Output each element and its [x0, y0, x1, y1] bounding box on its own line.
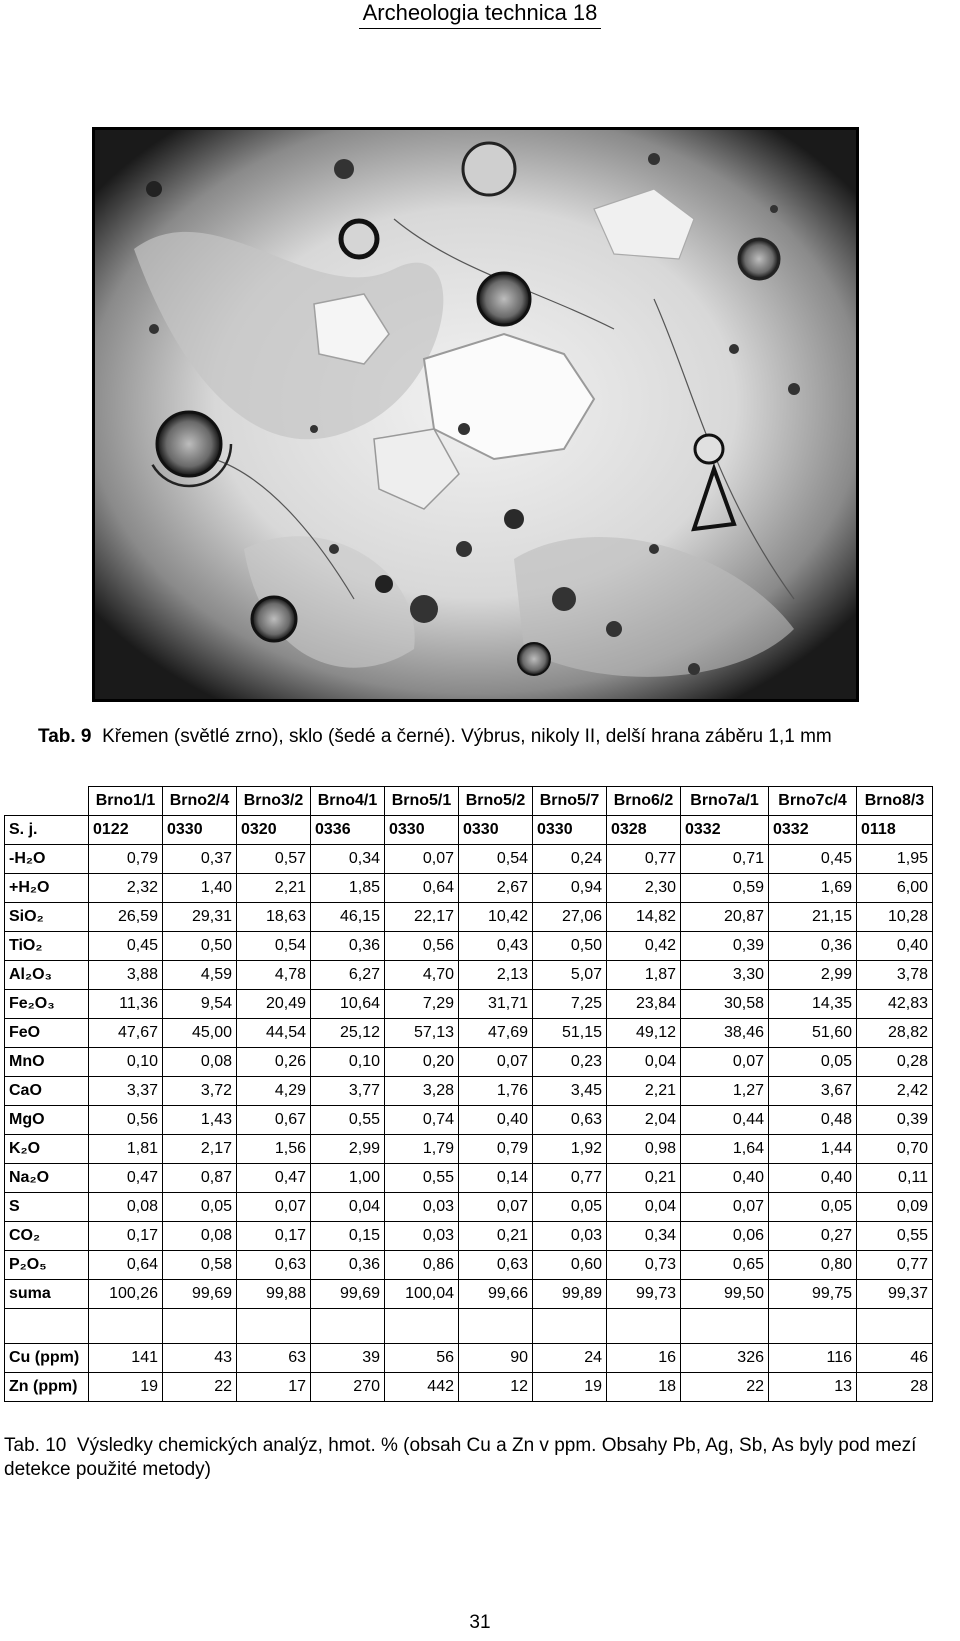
- table-cell: 99,88: [237, 1280, 311, 1309]
- table-cell: 1,79: [385, 1135, 459, 1164]
- table-cell: 31,71: [459, 990, 533, 1019]
- table-cell: 0,04: [607, 1193, 681, 1222]
- table-cell: 116: [769, 1344, 857, 1373]
- table-cell: 3,88: [89, 961, 163, 990]
- table-cell: 3,78: [857, 961, 933, 990]
- table-row: [5, 1280, 933, 1309]
- table-cell: 25,12: [311, 1019, 385, 1048]
- empty-cell: [459, 1309, 533, 1344]
- table-row: [5, 932, 933, 961]
- table-cell: 0,48: [769, 1106, 857, 1135]
- sj-value: 0332: [769, 816, 857, 845]
- table-row: [5, 1019, 933, 1048]
- table-cell: 0,63: [237, 1251, 311, 1280]
- table-cell: 7,29: [385, 990, 459, 1019]
- table-cell: 0,37: [163, 845, 237, 874]
- table-cell: 0,94: [533, 874, 607, 903]
- table-cell: 19: [533, 1373, 607, 1402]
- table-cell: 0,42: [607, 932, 681, 961]
- table-cell: 2,04: [607, 1106, 681, 1135]
- table-cell: 46: [857, 1344, 933, 1373]
- table-cell: 18,63: [237, 903, 311, 932]
- empty-cell: [769, 1309, 857, 1344]
- table-cell: 0,14: [459, 1164, 533, 1193]
- table-cell: 2,67: [459, 874, 533, 903]
- table-cell: 0,11: [857, 1164, 933, 1193]
- table-cell: 0,55: [385, 1164, 459, 1193]
- table-cell: 26,59: [89, 903, 163, 932]
- table-cell: 63: [237, 1344, 311, 1373]
- table-cell: 0,05: [163, 1193, 237, 1222]
- table-cell: 6,00: [857, 874, 933, 903]
- table-cell: 0,07: [681, 1193, 769, 1222]
- table-cell: 0,45: [89, 932, 163, 961]
- table-cell: 0,64: [385, 874, 459, 903]
- table-body: [5, 787, 933, 1402]
- table-cell: 1,81: [89, 1135, 163, 1164]
- table-cell: 23,84: [607, 990, 681, 1019]
- empty-cell: [857, 1309, 933, 1344]
- empty-cell: [5, 1309, 89, 1344]
- table-cell: 51,15: [533, 1019, 607, 1048]
- table-cell: 18: [607, 1373, 681, 1402]
- table-cell: 27,06: [533, 903, 607, 932]
- column-header: Brno7a/1: [681, 787, 769, 816]
- table-cell: 326: [681, 1344, 769, 1373]
- table-cell: 0,06: [681, 1222, 769, 1251]
- column-header: Brno8/3: [857, 787, 933, 816]
- table-cell: 0,45: [769, 845, 857, 874]
- table-cell: 0,74: [385, 1106, 459, 1135]
- table-cell: 100,26: [89, 1280, 163, 1309]
- table-cell: 0,04: [607, 1048, 681, 1077]
- micrograph-photo: [92, 127, 859, 702]
- table-cell: 0,47: [237, 1164, 311, 1193]
- table-cell: 0,40: [681, 1164, 769, 1193]
- table-cell: 1,95: [857, 845, 933, 874]
- table-cell: 0,40: [459, 1106, 533, 1135]
- table-cell: 20,49: [237, 990, 311, 1019]
- table-cell: 0,36: [311, 932, 385, 961]
- sj-value: 0122: [89, 816, 163, 845]
- empty-cell: [681, 1309, 769, 1344]
- figure-caption: [38, 726, 832, 748]
- row-label: CO₂: [5, 1222, 89, 1251]
- table-cell: 270: [311, 1373, 385, 1402]
- table-cell: 2,21: [237, 874, 311, 903]
- table-cell: 3,45: [533, 1077, 607, 1106]
- running-header: [0, 0, 960, 29]
- table-cell: 0,24: [533, 845, 607, 874]
- table-cell: 2,30: [607, 874, 681, 903]
- column-header: Brno5/7: [533, 787, 607, 816]
- empty-cell: [237, 1309, 311, 1344]
- table-cell: 0,58: [163, 1251, 237, 1280]
- table-cell: 90: [459, 1344, 533, 1373]
- table-cell: 3,67: [769, 1077, 857, 1106]
- table-cell: 0,03: [533, 1222, 607, 1251]
- table-cell: 2,42: [857, 1077, 933, 1106]
- sj-value: 0336: [311, 816, 385, 845]
- table-caption: [4, 1434, 954, 1482]
- table-row: [5, 874, 933, 903]
- table-cell: 1,27: [681, 1077, 769, 1106]
- table-cell: 0,26: [237, 1048, 311, 1077]
- table-cell: 51,60: [769, 1019, 857, 1048]
- row-label: Fe₂O₃: [5, 990, 89, 1019]
- table-cell: 0,03: [385, 1193, 459, 1222]
- micrograph-image: [94, 129, 857, 700]
- row-label: SiO₂: [5, 903, 89, 932]
- chemical-analysis-table: [4, 786, 933, 1402]
- column-header: Brno2/4: [163, 787, 237, 816]
- table-cell: 7,25: [533, 990, 607, 1019]
- sj-value: 0330: [163, 816, 237, 845]
- sj-row: [5, 816, 933, 845]
- table-cell: 0,21: [607, 1164, 681, 1193]
- table-cell: 0,67: [237, 1106, 311, 1135]
- table-cell: 0,20: [385, 1048, 459, 1077]
- table-row: [5, 903, 933, 932]
- table-cell: 0,04: [311, 1193, 385, 1222]
- spacer-row: [5, 1309, 933, 1344]
- table-row: [5, 1164, 933, 1193]
- table-cell: 0,65: [681, 1251, 769, 1280]
- table-cell: 0,54: [459, 845, 533, 874]
- table-cell: 0,08: [89, 1193, 163, 1222]
- table-cell: 0,07: [459, 1048, 533, 1077]
- column-header: Brno3/2: [237, 787, 311, 816]
- sj-label: S. j.: [5, 816, 89, 845]
- table-cell: 0,64: [89, 1251, 163, 1280]
- table-cell: 0,59: [681, 874, 769, 903]
- table-cell: 3,37: [89, 1077, 163, 1106]
- table-cell: 99,75: [769, 1280, 857, 1309]
- column-header: Brno1/1: [89, 787, 163, 816]
- table-cell: 1,44: [769, 1135, 857, 1164]
- table-cell: 0,03: [385, 1222, 459, 1251]
- table-cell: 0,50: [533, 932, 607, 961]
- table-cell: 10,28: [857, 903, 933, 932]
- table-cell: 16: [607, 1344, 681, 1373]
- table-cell: 0,79: [89, 845, 163, 874]
- table-row: [5, 961, 933, 990]
- table-cell: 28,82: [857, 1019, 933, 1048]
- table-cell: 0,47: [89, 1164, 163, 1193]
- table-cell: 0,56: [385, 932, 459, 961]
- table-cell: 0,77: [607, 845, 681, 874]
- column-header: Brno7c/4: [769, 787, 857, 816]
- table-cell: 0,17: [89, 1222, 163, 1251]
- table-cell: 0,28: [857, 1048, 933, 1077]
- table-cell: 4,59: [163, 961, 237, 990]
- sj-value: 0330: [385, 816, 459, 845]
- table-cell: 1,87: [607, 961, 681, 990]
- row-label: Na₂O: [5, 1164, 89, 1193]
- table-cell: 20,87: [681, 903, 769, 932]
- running-title: Archeologia technica 18: [359, 0, 602, 29]
- table-cell: 0,05: [769, 1193, 857, 1222]
- table-cell: 0,07: [681, 1048, 769, 1077]
- sj-value: 0328: [607, 816, 681, 845]
- row-label: K₂O: [5, 1135, 89, 1164]
- table-cell: 0,77: [857, 1251, 933, 1280]
- table-cell: 44,54: [237, 1019, 311, 1048]
- table-caption-text: Výsledky chemických analýz, hmot. % (obsah Cu a Zn v ppm. Obsahy Pb, Ag, Sb, As byly pod mezí detekce použité metody): [4, 1435, 917, 1480]
- table-cell: 28: [857, 1373, 933, 1402]
- row-label: S: [5, 1193, 89, 1222]
- row-label: MnO: [5, 1048, 89, 1077]
- table-cell: 0,23: [533, 1048, 607, 1077]
- figure-caption-text: Křemen (světlé zrno), sklo (šedé a černé). Výbrus, nikoly II, delší hrana záběru 1,1 mm: [102, 726, 832, 747]
- table-row: [5, 1106, 933, 1135]
- table-cell: 2,13: [459, 961, 533, 990]
- row-label: +H₂O: [5, 874, 89, 903]
- table-cell: 47,67: [89, 1019, 163, 1048]
- table-cell: 0,43: [459, 932, 533, 961]
- sj-value: 0118: [857, 816, 933, 845]
- table-cell: 0,40: [857, 932, 933, 961]
- table-cell: 0,40: [769, 1164, 857, 1193]
- figure-caption-label: Tab. 9: [38, 726, 92, 747]
- column-header: Brno5/1: [385, 787, 459, 816]
- table-cell: 0,17: [237, 1222, 311, 1251]
- table-row: [5, 845, 933, 874]
- table-cell: 56: [385, 1344, 459, 1373]
- table-cell: 99,73: [607, 1280, 681, 1309]
- table-cell: 0,56: [89, 1106, 163, 1135]
- table-cell: 0,07: [459, 1193, 533, 1222]
- table-cell: 38,46: [681, 1019, 769, 1048]
- table-row: [5, 1077, 933, 1106]
- table-cell: 9,54: [163, 990, 237, 1019]
- table-cell: 0,08: [163, 1048, 237, 1077]
- table-cell: 99,37: [857, 1280, 933, 1309]
- table-cell: 30,58: [681, 990, 769, 1019]
- table-cell: 0,08: [163, 1222, 237, 1251]
- table-cell: 4,78: [237, 961, 311, 990]
- table-cell: 17: [237, 1373, 311, 1402]
- table-cell: 0,15: [311, 1222, 385, 1251]
- table-cell: 1,85: [311, 874, 385, 903]
- table-cell: 11,36: [89, 990, 163, 1019]
- table-cell: 0,50: [163, 932, 237, 961]
- table-cell: 99,50: [681, 1280, 769, 1309]
- table-cell: 99,69: [163, 1280, 237, 1309]
- table-cell: 2,32: [89, 874, 163, 903]
- column-header: Brno5/2: [459, 787, 533, 816]
- table-row: [5, 1193, 933, 1222]
- table-cell: 0,63: [459, 1251, 533, 1280]
- table-cell: 13: [769, 1373, 857, 1402]
- table-cell: 0,09: [857, 1193, 933, 1222]
- empty-cell: [311, 1309, 385, 1344]
- row-label: -H₂O: [5, 845, 89, 874]
- table-cell: 100,04: [385, 1280, 459, 1309]
- table-cell: 57,13: [385, 1019, 459, 1048]
- table-cell: 0,87: [163, 1164, 237, 1193]
- row-label: P₂O₅: [5, 1251, 89, 1280]
- row-label: Zn (ppm): [5, 1373, 89, 1402]
- table-row: [5, 1251, 933, 1280]
- table-cell: 0,60: [533, 1251, 607, 1280]
- sj-value: 0332: [681, 816, 769, 845]
- table-cell: 43: [163, 1344, 237, 1373]
- table-row: [5, 990, 933, 1019]
- table-cell: 0,05: [533, 1193, 607, 1222]
- table-cell: 6,27: [311, 961, 385, 990]
- table-cell: 39: [311, 1344, 385, 1373]
- table-cell: 1,00: [311, 1164, 385, 1193]
- table-cell: 12: [459, 1373, 533, 1402]
- table-cell: 0,79: [459, 1135, 533, 1164]
- row-label: Al₂O₃: [5, 961, 89, 990]
- table-cell: 14,35: [769, 990, 857, 1019]
- table-cell: 46,15: [311, 903, 385, 932]
- page-number: 31: [469, 1612, 491, 1633]
- table-cell: 0,71: [681, 845, 769, 874]
- sj-value: 0320: [237, 816, 311, 845]
- table-cell: 0,36: [311, 1251, 385, 1280]
- table-cell: 2,99: [769, 961, 857, 990]
- sj-value: 0330: [459, 816, 533, 845]
- table-cell: 0,10: [311, 1048, 385, 1077]
- table-cell: 0,57: [237, 845, 311, 874]
- table-cell: 0,63: [533, 1106, 607, 1135]
- table-cell: 21,15: [769, 903, 857, 932]
- table-cell: 1,76: [459, 1077, 533, 1106]
- row-label: FeO: [5, 1019, 89, 1048]
- table-cell: 141: [89, 1344, 163, 1373]
- table-cell: 2,99: [311, 1135, 385, 1164]
- table-cell: 3,30: [681, 961, 769, 990]
- table-cell: 0,55: [857, 1222, 933, 1251]
- table-cell: 22,17: [385, 903, 459, 932]
- table-cell: 0,39: [681, 932, 769, 961]
- table-cell: 0,36: [769, 932, 857, 961]
- table-cell: 4,29: [237, 1077, 311, 1106]
- table-cell: 0,86: [385, 1251, 459, 1280]
- ppm-row: [5, 1344, 933, 1373]
- column-header: Brno4/1: [311, 787, 385, 816]
- table-row: [5, 1222, 933, 1251]
- table-cell: 3,28: [385, 1077, 459, 1106]
- table-cell: 0,10: [89, 1048, 163, 1077]
- table-cell: 2,21: [607, 1077, 681, 1106]
- table-cell: 3,72: [163, 1077, 237, 1106]
- table-cell: 0,07: [385, 845, 459, 874]
- table-cell: 0,27: [769, 1222, 857, 1251]
- table-cell: 1,69: [769, 874, 857, 903]
- table-cell: 99,69: [311, 1280, 385, 1309]
- empty-cell: [607, 1309, 681, 1344]
- table-cell: 0,98: [607, 1135, 681, 1164]
- table-cell: 0,80: [769, 1251, 857, 1280]
- table-cell: 4,70: [385, 961, 459, 990]
- table-cell: 0,05: [769, 1048, 857, 1077]
- table-cell: 22: [681, 1373, 769, 1402]
- ppm-row: [5, 1373, 933, 1402]
- row-label: suma: [5, 1280, 89, 1309]
- table-cell: 0,34: [311, 845, 385, 874]
- table-cell: 29,31: [163, 903, 237, 932]
- table-cell: 1,64: [681, 1135, 769, 1164]
- table-cell: 0,70: [857, 1135, 933, 1164]
- table-header-row: [5, 787, 933, 816]
- table-cell: 47,69: [459, 1019, 533, 1048]
- table-cell: 14,82: [607, 903, 681, 932]
- table-cell: 1,40: [163, 874, 237, 903]
- table-cell: 99,89: [533, 1280, 607, 1309]
- empty-cell: [163, 1309, 237, 1344]
- table-cell: 10,64: [311, 990, 385, 1019]
- sj-value: 0330: [533, 816, 607, 845]
- table-cell: 49,12: [607, 1019, 681, 1048]
- column-header: Brno6/2: [607, 787, 681, 816]
- empty-cell: [385, 1309, 459, 1344]
- table-cell: 0,34: [607, 1222, 681, 1251]
- row-label: MgO: [5, 1106, 89, 1135]
- table-cell: 1,92: [533, 1135, 607, 1164]
- table-cell: 1,56: [237, 1135, 311, 1164]
- row-label: Cu (ppm): [5, 1344, 89, 1373]
- table-row: [5, 1048, 933, 1077]
- table-cell: 442: [385, 1373, 459, 1402]
- table-cell: 1,43: [163, 1106, 237, 1135]
- table-cell: 5,07: [533, 961, 607, 990]
- table-cell: 0,07: [237, 1193, 311, 1222]
- table-cell: 0,21: [459, 1222, 533, 1251]
- table-cell: 2,17: [163, 1135, 237, 1164]
- header-corner: [5, 787, 89, 816]
- table-cell: 24: [533, 1344, 607, 1373]
- table-cell: 0,73: [607, 1251, 681, 1280]
- table-cell: 19: [89, 1373, 163, 1402]
- table-cell: 0,77: [533, 1164, 607, 1193]
- table-cell: 45,00: [163, 1019, 237, 1048]
- empty-cell: [89, 1309, 163, 1344]
- table-cell: 22: [163, 1373, 237, 1402]
- table-cell: 10,42: [459, 903, 533, 932]
- table-cell: 3,77: [311, 1077, 385, 1106]
- table-cell: 99,66: [459, 1280, 533, 1309]
- table-cell: 0,54: [237, 932, 311, 961]
- table-cell: 42,83: [857, 990, 933, 1019]
- table-cell: 0,44: [681, 1106, 769, 1135]
- row-label: TiO₂: [5, 932, 89, 961]
- table-cell: 0,39: [857, 1106, 933, 1135]
- table-cell: 0,55: [311, 1106, 385, 1135]
- table-row: [5, 1135, 933, 1164]
- row-label: CaO: [5, 1077, 89, 1106]
- empty-cell: [533, 1309, 607, 1344]
- table-caption-label: Tab. 10: [4, 1435, 67, 1456]
